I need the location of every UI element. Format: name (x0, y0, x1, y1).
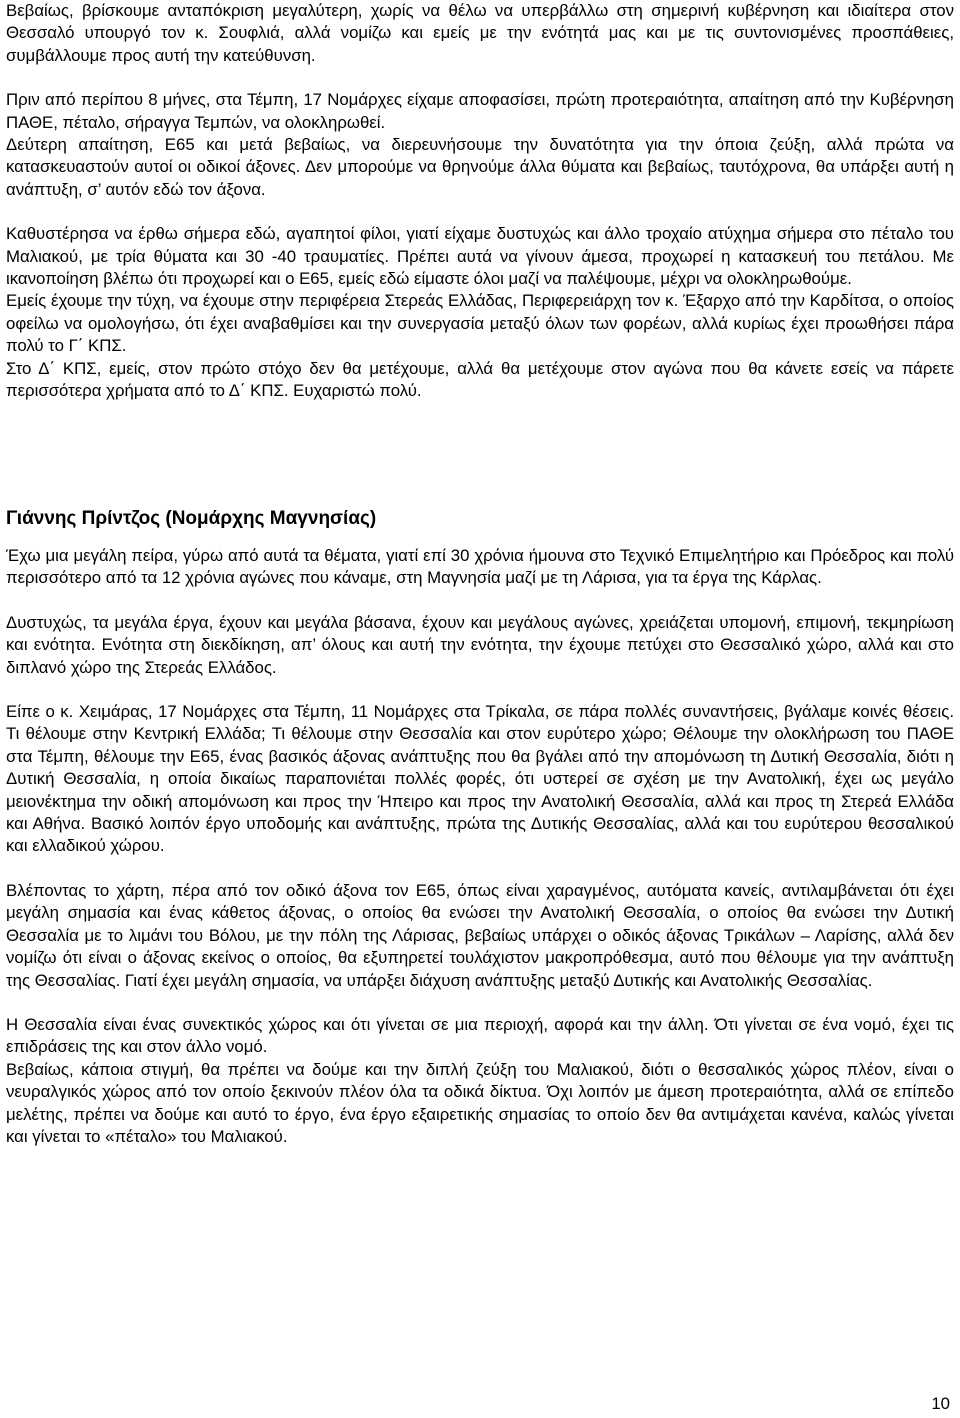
text-block-bottom (6, 545, 954, 1148)
paragraph (6, 89, 954, 201)
paragraph (6, 701, 954, 858)
paragraph-line: Στο Δ΄ ΚΠΣ, εμείς, στον πρώτο στόχο δεν θα μετέχουμε, αλλά θα μετέχουμε στον αγώνα που θα κάνετε εσείς να πάρετε περισσότερα χρήματα από το Δ΄ ΚΠΣ. Ευχαριστώ πολύ. (6, 358, 954, 401)
paragraph-line: Η Θεσσαλία είναι ένας συνεκτικός χώρος και ότι γίνεται σε μια περιοχή, αφορά και την άλλη. Ότι γίνεται σε ένα νομό, έχει τις επιδράσεις της και στον άλλο νομό. (6, 1014, 954, 1057)
paragraph-line: Βεβαίως, κάποια στιγμή, θα πρέπει να δούμε και την διπλή ζεύξη του Μαλιακού, διότι ο θεσσαλικός χώρος πλέον, είναι ο νευραλγικός χώρος από τον οποίο ξεκινούν πλέον όλα τα οδικά δίκτυα. Όχι λοιπόν με άμεση προτεραιότητα, αλλά σε επίπεδο μελέτης, πρέπει να δούμε και αυτό το έργο, ένα έργο εξαιρετικής σημασίας το οποίο δεν θα αντιμάχεται κανένα, καλώς γίνεται και γίνεται το «πέταλο» του Μαλιακού. (6, 1059, 954, 1146)
paragraph (6, 223, 954, 402)
paragraph-line: Πριν από περίπου 8 μήνες, στα Τέμπη, 17 Νομάρχες είχαμε αποφασίσει, πρώτη προτεραιότητα, απαίτηση από την Κυβέρνηση ΠΑΘΕ, πέταλο, σήραγγα Τεμπών, να ολοκληρωθεί. (6, 90, 954, 132)
page-number: 10 (931, 1394, 950, 1413)
paragraph (6, 612, 954, 679)
paragraph-line: Είπε ο κ. Χειμάρας, 17 Νομάρχες στα Τέμπη, 11 Νομάρχες στα Τρίκαλα, σε πάρα πολλές συναντήσεις, βγάλαμε κοινές θέσεις. Τι θέλουμε στην Κεντρική Ελλάδα; Τι θέλουμε στην Θεσσαλία και στον ευρύτερο χώρο; Θέλουμε την ολοκλήρωση του ΠΑΘΕ στα Τέμπη, θέλουμε την Ε65, ένας βασικός άξονας ανάπτυξης που θα βγάλει από την απομόνωση τη Δυτική Θεσσαλία, διότι η Δυτική Θεσσαλία, η οποία δικαίως παραπονιέται πολλές φορές, ότι υστερεί σε σχέση με την Ανατολική, έχει ως μεγάλο μειονέκτημα την οδική απομόνωση και προς την Ήπειρο και προς την Ανατολική Θεσσαλία, αλλά και προς τη Στερεά Ελλάδα και Αθήνα. Βασικό λοιπόν έργο υποδομής και ανάπτυξης, πρώτα της Δυτικής Θεσσαλίας, αλλά και του ευρύτερου θεσσαλικού και ελλαδικού χώρου. (6, 702, 954, 856)
paragraph (6, 1014, 954, 1148)
speaker-heading: Γιάννης Πρίντζος (Νομάρχης Μαγνησίας) (6, 508, 377, 529)
document-page (6, 0, 954, 1418)
paragraph (6, 545, 954, 590)
paragraph-line: Έχω μια μεγάλη πείρα, γύρω από αυτά τα θέματα, γιατί επί 30 χρόνια ήμουνα στο Τεχνικό Επιμελητήριο και Πρόεδρος και πολύ περισσότερο από τα 12 χρόνια αγώνες που κάναμε, στη Μαγνησία μαζί με τη Λάρισα, για τα έργα της Κάρλας. (6, 546, 954, 588)
paragraph-line: Εμείς έχουμε την τύχη, να έχουμε στην περιφέρεια Στερεάς Ελλάδας, Περιφερειάρχη τον κ. Έξαρχο από την Καρδίτσα, ο οποίος οφείλω να ομολογήσω, ότι έχει αναβαθμίσει και την συνεργασία μεταξύ όλων των φορέων, αλλά κυρίως έχει προωθήσει πάρα πολύ το Γ΄ ΚΠΣ. (6, 291, 954, 356)
paragraph-line: Βλέποντας το χάρτη, πέρα από τον οδικό άξονα τον Ε65, όπως είναι χαραγμένος, αυτόματα κανείς, αντιλαμβάνεται ότι έχει μεγάλη σημασία και ένας κάθετος άξονας, ο οποίος θα ενώσει την Ανατολική Θεσσαλία, ο οποίος θα ενώσει την Δυτική Θεσσαλία με το λιμάνι του Βόλου, με την πόλη της Λάρισας, βεβαίως υπάρχει ο οδικός άξονας Τρικάλων – Λαρίσης, αλλά δεν νομίζω ότι είναι ο άξονας εκείνος ο οποίος, θα εξυπηρετεί τουλάχιστον μακροπρόθεσμα, αυτό που θέλουμε για την ανάπτυξη της Θεσσαλίας. Γιατί έχει μεγάλη σημασία, να υπάρξει διάχυση ανάπτυξης μεταξύ Δυτικής και Ανατολικής Θεσσαλίας. (6, 880, 954, 990)
paragraph-line: Δεύτερη απαίτηση, Ε65 και μετά βεβαίως, να διερευνήσουμε την δυνατότητα για την όποια ζεύξη, αλλά πρώτα να κατασκευαστούν αυτοί οι οδικοί άξονες. Δεν μπορούμε να θρηνούμε άλλα θύματα και βεβαίως, ταυτόχρονα, θα υπάρξει αυτή η ανάπτυξη, σ’ αυτόν εδώ τον άξονα. (6, 135, 954, 199)
paragraph-line: Καθυστέρησα να έρθω σήμερα εδώ, αγαπητοί φίλοι, γιατί είχαμε δυστυχώς και άλλο τροχαίο ατύχημα σήμερα στο πέταλο του Μαλιακού, με τρία θύματα και 30 -40 τραυματίες. Πρέπει αυτά να γίνουν άμεσα, προχωρεί η κατασκευή του πετάλου. Με ικανοποίηση βλέπω ότι προχωρεί και ο Ε65, εμείς εδώ είμαστε όλοι μαζί να παλέψουμε, μέχρι να ολοκληρωθούμε. (6, 224, 954, 289)
paragraph (6, 880, 954, 992)
paragraph (6, 0, 954, 67)
paragraph-line: Δυστυχώς, τα μεγάλα έργα, έχουν και μεγάλα βάσανα, έχουν και μεγάλους αγώνες, χρειάζεται υπομονή, επιμονή, τεκμηρίωση και ενότητα. Ενότητα στη διεκδίκηση, απ’ όλους και αυτή την ενότητα, την έχουμε πετύχει στο Θεσσαλικό χώρο, αλλά και στο διπλανό χώρο της Στερεάς Ελλάδος. (6, 612, 954, 677)
paragraph-line: Βεβαίως, βρίσκουμε ανταπόκριση μεγαλύτερη, χωρίς να θέλω να υπερβάλλω στη σημερινή κυβέρνηση και ιδιαίτερα στον Θεσσαλό υπουργό τον κ. Σουφλιά, αλλά νομίζω και εμείς με την ενότητά μας και με τις συντονισμένες προσπάθειες, συμβάλλουμε προς αυτή την κατεύθυνση. (6, 1, 954, 65)
text-block-top (6, 0, 954, 403)
